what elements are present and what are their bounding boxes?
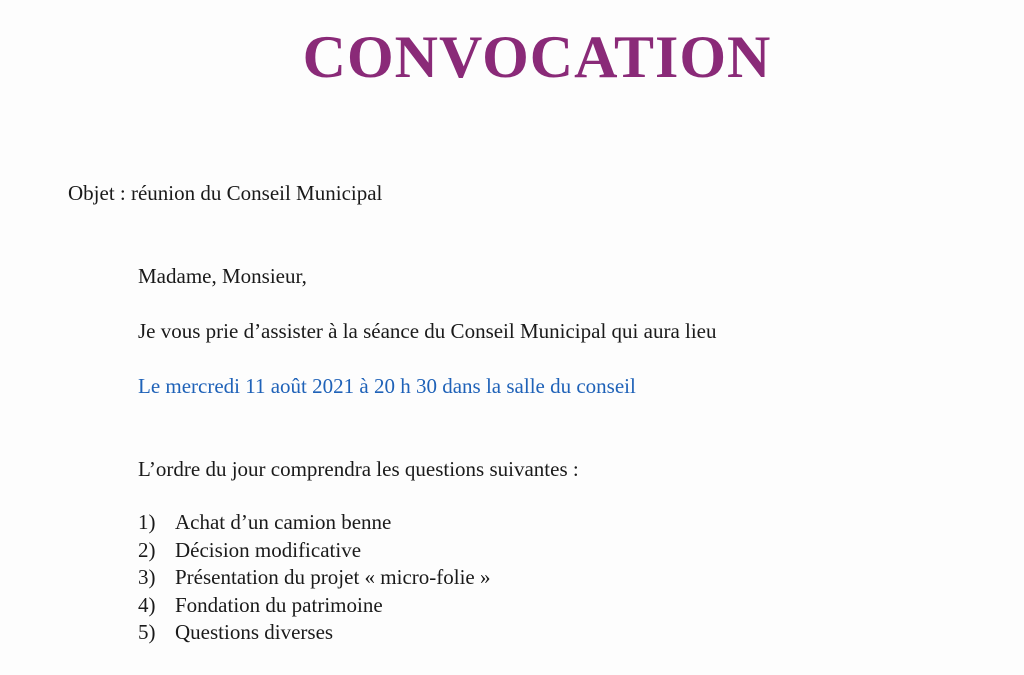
agenda-item-text: Achat d’un camion benne bbox=[175, 510, 392, 534]
agenda-intro: L’ordre du jour comprendra les questions suivantes : bbox=[138, 457, 579, 481]
object-line: Objet : réunion du Conseil Municipal bbox=[68, 181, 383, 205]
meeting-date: Le mercredi 11 août 2021 à 20 h 30 dans la salle du conseil bbox=[138, 374, 636, 398]
document-title: CONVOCATION bbox=[302, 24, 772, 90]
agenda-item bbox=[138, 509, 491, 537]
invitation-text: Je vous prie d’assister à la séance du Conseil Municipal qui aura lieu bbox=[138, 319, 717, 343]
agenda-item-number: 1) bbox=[138, 510, 156, 534]
agenda-item-text: Décision modificative bbox=[175, 537, 362, 562]
agenda-item-number: 5) bbox=[138, 620, 156, 644]
agenda-item-number: 4) bbox=[138, 592, 156, 617]
agenda-item-text: Présentation du projet « micro-folie » bbox=[175, 565, 491, 589]
agenda-item-number: 2) bbox=[138, 537, 156, 562]
agenda-item bbox=[138, 619, 491, 647]
agenda-item bbox=[138, 537, 491, 565]
agenda-list bbox=[138, 509, 491, 647]
agenda-item bbox=[138, 592, 491, 620]
agenda-item bbox=[138, 564, 491, 592]
salutation: Madame, Monsieur, bbox=[138, 264, 307, 288]
agenda-item-text: Questions diverses bbox=[175, 620, 334, 644]
agenda-item-number: 3) bbox=[138, 565, 156, 589]
agenda-item-text: Fondation du patrimoine bbox=[175, 592, 383, 617]
